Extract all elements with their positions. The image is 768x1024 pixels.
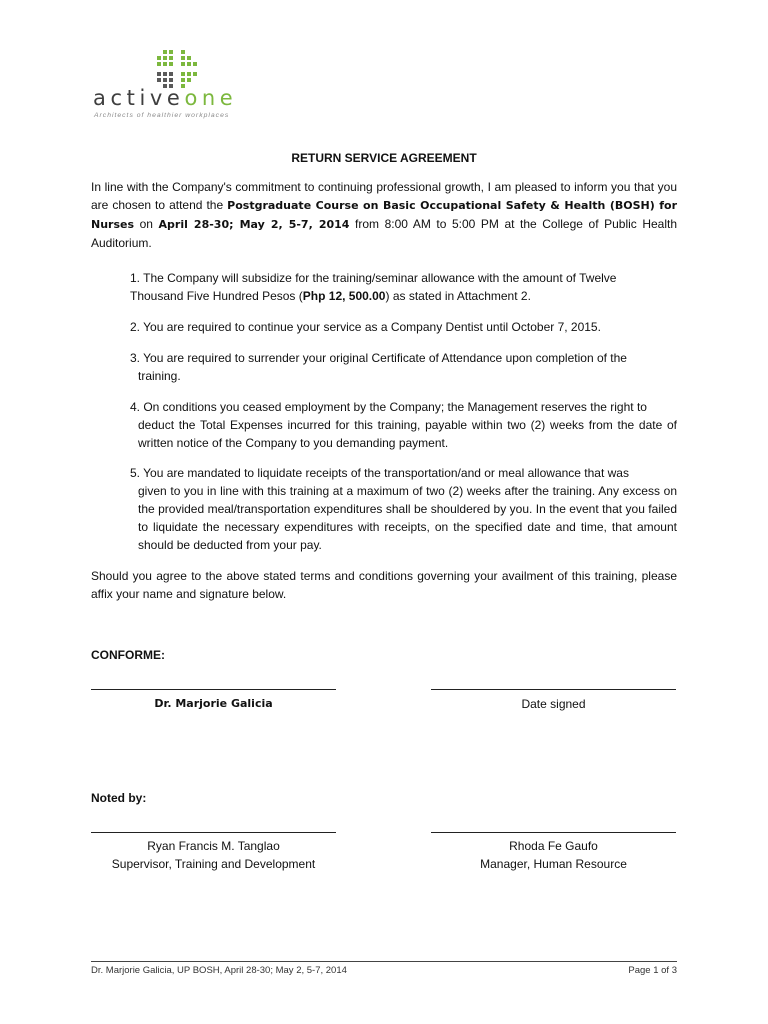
logo-tagline: Architects of healthier workplaces bbox=[94, 112, 230, 119]
signature-line-date bbox=[431, 689, 676, 690]
conforme-label: CONFORME: bbox=[91, 648, 165, 662]
term-3-lead: 3. You are required to surrender your original Certificate of Attendance upon completion of the bbox=[130, 351, 627, 365]
term-1-lead: 1. The Company will subsidize for the training/seminar allowance with the amount of Twelve bbox=[130, 271, 617, 285]
term-item-2 bbox=[130, 318, 677, 336]
signature-line-supervisor bbox=[91, 832, 336, 833]
term-2-text: 2. You are required to continue your service as a Company Dentist until October 7, 2015. bbox=[130, 320, 601, 334]
conforme-name: Dr. Marjorie Galicia bbox=[154, 697, 273, 710]
term-4-rest: deduct the Total Expenses incurred for this training, payable within two (2) weeks from the date of written notice of the Company to you demanding payment. bbox=[138, 418, 677, 450]
intro-text-1: In line with the Company's commitment to continuing professional growth, I am pleased to inform you that you are chosen to attend the bbox=[91, 180, 677, 212]
signature-line-manager bbox=[431, 832, 676, 833]
date-signed-label: Date signed bbox=[521, 697, 586, 711]
intro-text-2: on bbox=[134, 217, 159, 231]
document-title: RETURN SERVICE AGREEMENT bbox=[291, 151, 477, 165]
footer-page-number: Page 1 of 3 bbox=[628, 965, 677, 976]
intro-text-3: from 8:00 AM to 5:00 PM at the College of Public Health Auditorium. bbox=[91, 217, 678, 250]
term-5-rest: given to you in line with this training at a maximum of two (2) weeks after the training. Any excess on the provided meal/transportation expenditures shall be shouldered by you. In the event that you failed to liquidate the necessary expenditures with receipts, on the specified date and time, that amount should be deducted from your pay. bbox=[138, 484, 677, 552]
footer-divider bbox=[91, 961, 677, 962]
footer-document-info: Dr. Marjorie Galicia, UP BOSH, April 28-30; May 2, 5-7, 2014 bbox=[91, 965, 347, 976]
intro-paragraph bbox=[91, 178, 677, 252]
term-1-rest-a: Thousand Five Hundred Pesos ( bbox=[130, 289, 303, 303]
noted-by-label: Noted by: bbox=[91, 791, 147, 805]
logo-grid-icon bbox=[153, 48, 201, 90]
term-item-1 bbox=[130, 269, 677, 305]
manager-name: Rhoda Fe Gaufo bbox=[509, 839, 598, 853]
course-dates: April 28-30; May 2, 5-7, 2014 bbox=[158, 218, 350, 231]
manager-title: Manager, Human Resource bbox=[480, 857, 627, 871]
closing-paragraph: Should you agree to the above stated terms and conditions governing your availment of this training, please affix your name and signature below. bbox=[91, 569, 677, 601]
subsidy-amount: Php 12, 500.00 bbox=[302, 289, 386, 303]
term-item-5 bbox=[130, 464, 677, 554]
supervisor-title: Supervisor, Training and Development bbox=[111, 857, 316, 871]
term-1-rest bbox=[130, 287, 677, 305]
company-logo bbox=[91, 46, 271, 122]
term-1-rest-b: ) as stated in Attachment 2. bbox=[385, 289, 531, 303]
supervisor-name: Ryan Francis M. Tanglao bbox=[147, 839, 280, 853]
term-item-3 bbox=[130, 349, 677, 385]
term-5-lead: 5. You are mandated to liquidate receipts of the transportation/and or meal allowance that was bbox=[130, 466, 629, 480]
logo-word-active: active bbox=[93, 86, 185, 110]
signature-line-conforme bbox=[91, 689, 336, 690]
logo-word-one: one bbox=[184, 86, 238, 110]
term-3-rest: training. bbox=[138, 369, 181, 383]
term-4-lead: 4. On conditions you ceased employment by the Company; the Management reserves the right to bbox=[130, 400, 647, 414]
logo-wordmark bbox=[93, 86, 237, 110]
term-item-4 bbox=[130, 398, 677, 452]
course-name: Postgraduate Course on Basic Occupational Safety & Health (BOSH) for Nurses bbox=[91, 199, 678, 231]
